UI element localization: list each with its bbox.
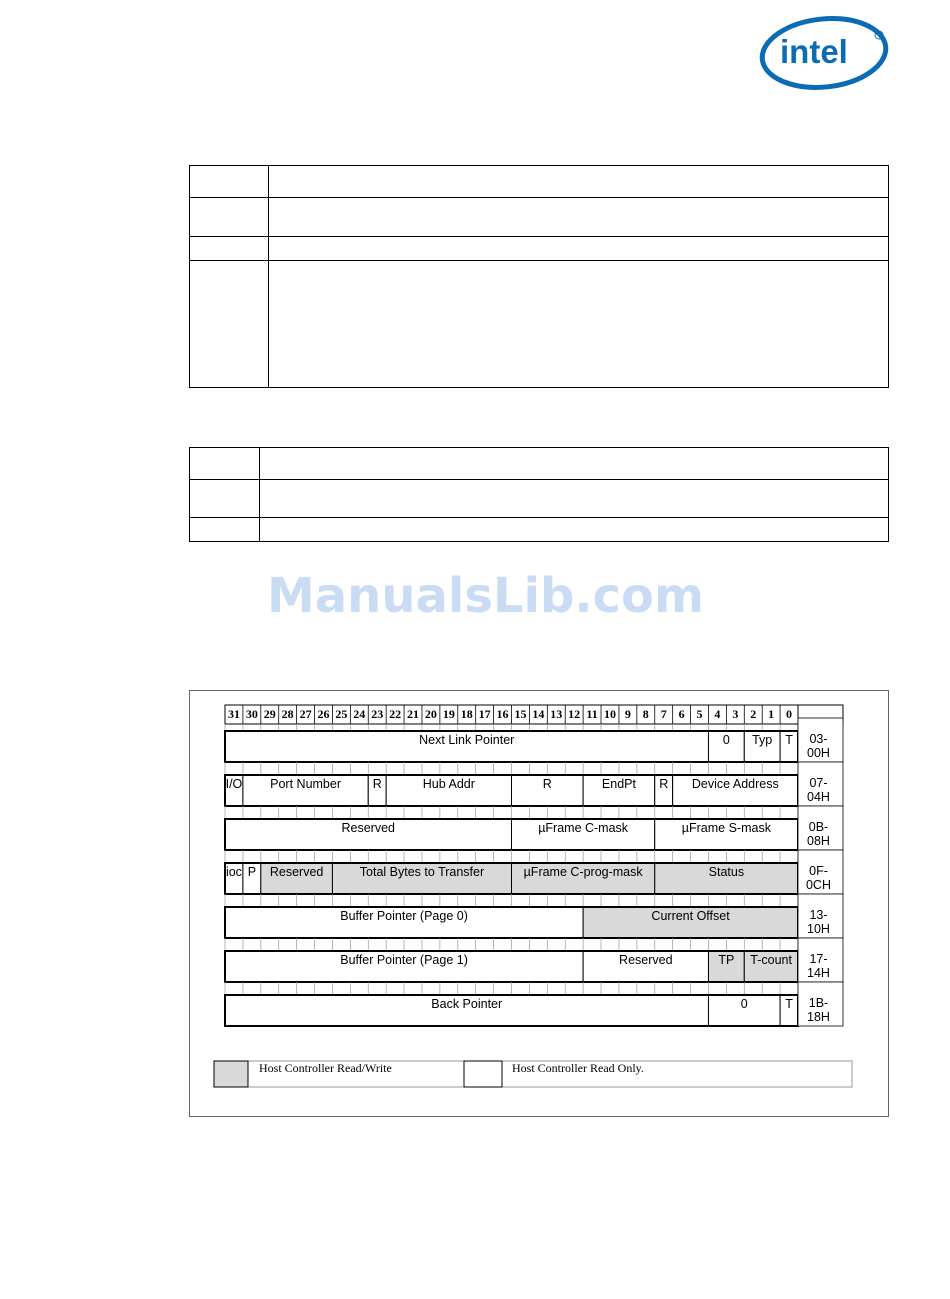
bit-number-label: 4 [714, 707, 721, 721]
bit-number-label: 21 [407, 707, 420, 721]
bit-number-label: 15 [514, 707, 527, 721]
qtd-figure [189, 690, 889, 1117]
table-cell [269, 198, 889, 237]
field-label: Reserved [619, 953, 673, 967]
table-cell [190, 198, 269, 237]
field-label: Port Number [270, 777, 342, 791]
field-label: ioc [225, 865, 242, 879]
table-cell [269, 261, 889, 388]
bit-number-label: 9 [624, 707, 631, 721]
field-label: 0 [722, 733, 730, 747]
offset-label: 17- [809, 952, 828, 966]
table-cell [260, 480, 889, 518]
intel-logo [758, 12, 892, 92]
legend-label-read-only: Host Controller Read Only. [512, 1061, 644, 1075]
watermark: ManualsLib.com [267, 568, 704, 624]
bit-number-label: 27 [299, 707, 312, 721]
table-cell [260, 448, 889, 480]
field-label: Buffer Pointer (Page 1) [340, 953, 468, 967]
field-label: Hub Addr [422, 777, 475, 791]
field-label: Status [708, 865, 745, 879]
offset-label: 00H [807, 746, 830, 760]
offset-label: 08H [807, 834, 830, 848]
table-cell [269, 237, 889, 261]
bit-number-label: 25 [335, 707, 348, 721]
offset-label: 18H [807, 1010, 830, 1024]
field-label: Next Link Pointer [419, 733, 515, 747]
field-label: TP [718, 953, 735, 967]
field-label: Typ [752, 733, 773, 747]
bit-number-label: 6 [678, 707, 685, 721]
table-cell [269, 166, 889, 198]
field-label: R [542, 777, 552, 791]
field-label: P [247, 865, 257, 879]
offset-label: 10H [807, 922, 830, 936]
bit-number-label: 31 [227, 707, 240, 721]
field-label: 0 [740, 997, 748, 1011]
offset-label: 04H [807, 790, 830, 804]
bit-number-label: 18 [460, 707, 473, 721]
field-label: T-count [750, 953, 792, 967]
bit-number-label: 22 [389, 707, 402, 721]
bit-number-label: 14 [532, 707, 545, 721]
bit-number-label: 30 [245, 707, 258, 721]
field-label: R [659, 777, 669, 791]
legend-swatch-shaded [214, 1061, 248, 1087]
bit-number-label: 16 [496, 707, 509, 721]
offset-label: 0CH [805, 878, 832, 892]
table-cell [190, 261, 269, 388]
table-cell [190, 237, 269, 261]
bit-number-label: 11 [586, 707, 598, 721]
bit-number-label: 26 [317, 707, 330, 721]
field-label: R [372, 777, 382, 791]
bit-number-label: 1 [768, 707, 775, 721]
field-label: Current Offset [651, 909, 730, 923]
bit-number-label: 12 [568, 707, 581, 721]
bit-number-label: 17 [478, 707, 491, 721]
field-label: T [785, 997, 793, 1011]
bit-number-label: 13 [550, 707, 563, 721]
table-cell [190, 448, 260, 480]
field-label: T [785, 733, 793, 747]
field-label: Reserved [269, 865, 324, 879]
field-label: Device Address [691, 777, 779, 791]
field-label: I/O [225, 777, 243, 791]
field-table-1 [189, 165, 889, 388]
bit-number-label: 2 [750, 707, 757, 721]
bit-number-label: 5 [696, 707, 703, 721]
bit-number-label: 19 [442, 707, 455, 721]
field-label: µFrame C-mask [538, 821, 629, 835]
offset-label: 07- [809, 776, 828, 790]
bit-number-label: 7 [660, 707, 667, 721]
offset-label: 0F- [809, 864, 828, 878]
bit-number-label: 10 [603, 707, 616, 721]
field-table-2 [189, 447, 889, 542]
table-cell [190, 166, 269, 198]
table-cell [190, 518, 260, 542]
field-label: µFrame S-mask [681, 821, 771, 835]
logo-text: intel [780, 33, 848, 70]
field-label: EndPt [601, 777, 636, 791]
bit-number-label: 0 [786, 707, 793, 721]
bit-number-label: 3 [732, 707, 739, 721]
field-label: Buffer Pointer (Page 0) [340, 909, 468, 923]
bit-number-label: 23 [371, 707, 384, 721]
bit-number-label: 20 [424, 707, 437, 721]
offset-label: 13- [809, 908, 828, 922]
qtd-diagram [190, 691, 890, 1118]
offset-label: 14H [807, 966, 830, 980]
offset-label: 03- [809, 732, 828, 746]
field-label: Reserved [341, 821, 395, 835]
legend-swatch-plain [464, 1061, 502, 1087]
bit-number-label: 29 [263, 707, 276, 721]
table-cell [260, 518, 889, 542]
field-label: µFrame C-prog-mask [523, 865, 643, 879]
offset-label: 1B- [808, 996, 829, 1010]
bit-number-label: 8 [642, 707, 649, 721]
field-label: Total Bytes to Transfer [359, 865, 485, 879]
bit-number-label: 28 [281, 707, 294, 721]
table-cell [190, 480, 260, 518]
offset-label: 0B- [808, 820, 829, 834]
field-label: Back Pointer [431, 997, 503, 1011]
bit-number-label: 24 [353, 707, 366, 721]
legend-label-read-write: Host Controller Read/Write [259, 1061, 392, 1075]
